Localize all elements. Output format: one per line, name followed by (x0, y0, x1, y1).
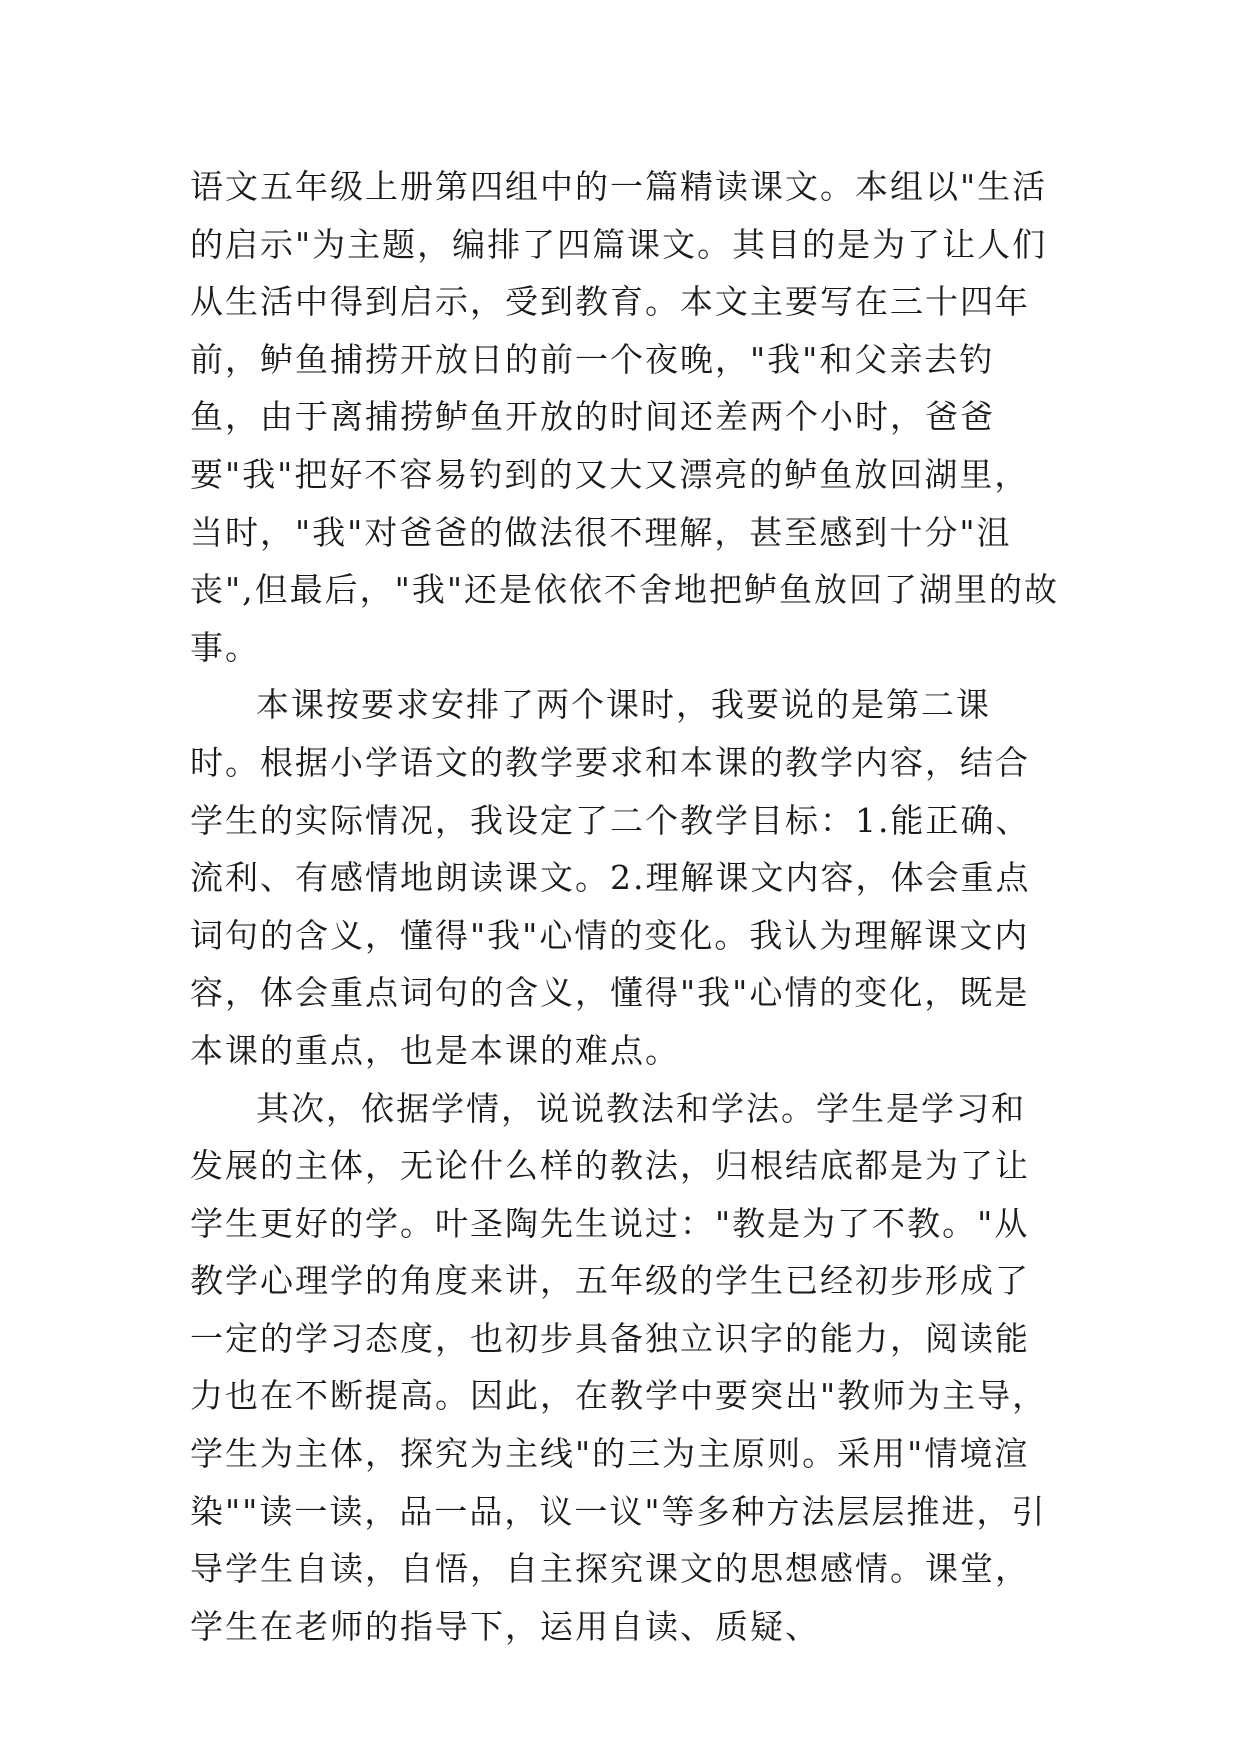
paragraph-1: 语文五年级上册第四组中的一篇精读课文。本组以"生活的启示"为主题，编排了四篇课文。其目的是为了让人们从生活中得到启示，受到教育。本文主要写在三十四年前，鲈鱼捕捞开放日的前一个夜晚，"我"和父亲去钓鱼，由于离捕捞鲈鱼开放的时间还差两个小时，爸爸要"我"把好不容易钓到的又大又漂亮的鲈鱼放回湖里，当时，"我"对爸爸的做法很不理解，甚至感到十分"沮丧",但最后，"我"还是依依不舍地把鲈鱼放回了湖里的故事。 (190, 167, 1060, 667)
paragraph-2: 本课按要求安排了两个课时，我要说的是第二课时。根据小学语文的教学要求和本课的教学内容，结合学生的实际情况，我设定了二个教学目标：1.能正确、流利、有感情地朗读课文。2.理解课文内容，体会重点词句的含义，懂得"我"心情的变化。我认为理解课文内容，体会重点词句的含义，懂得"我"心情的变化，既是本课的重点，也是本课的难点。 (190, 685, 1031, 1070)
paragraph-3: 其次，依据学情，说说教法和学法。学生是学习和发展的主体，无论什么样的教法，归根结底都是为了让学生更好的学。叶圣陶先生说过："教是为了不教。"从教学心理学的角度来讲，五年级的学生已经初步形成了一定的学习态度，也初步具备独立识字的能力，阅读能力也在不断提高。因此，在教学中要突出"教师为主导，学生为主体，探究为主线"的三为主原则。采用"情境渲染""读一读，品一品，议一议"等多种方法层层推进，引导学生自读，自悟，自主探究课文的思想感情。课堂，学生在老师的指导下，运用自读、质疑、 (190, 1088, 1048, 1646)
document-body (190, 158, 1060, 1655)
